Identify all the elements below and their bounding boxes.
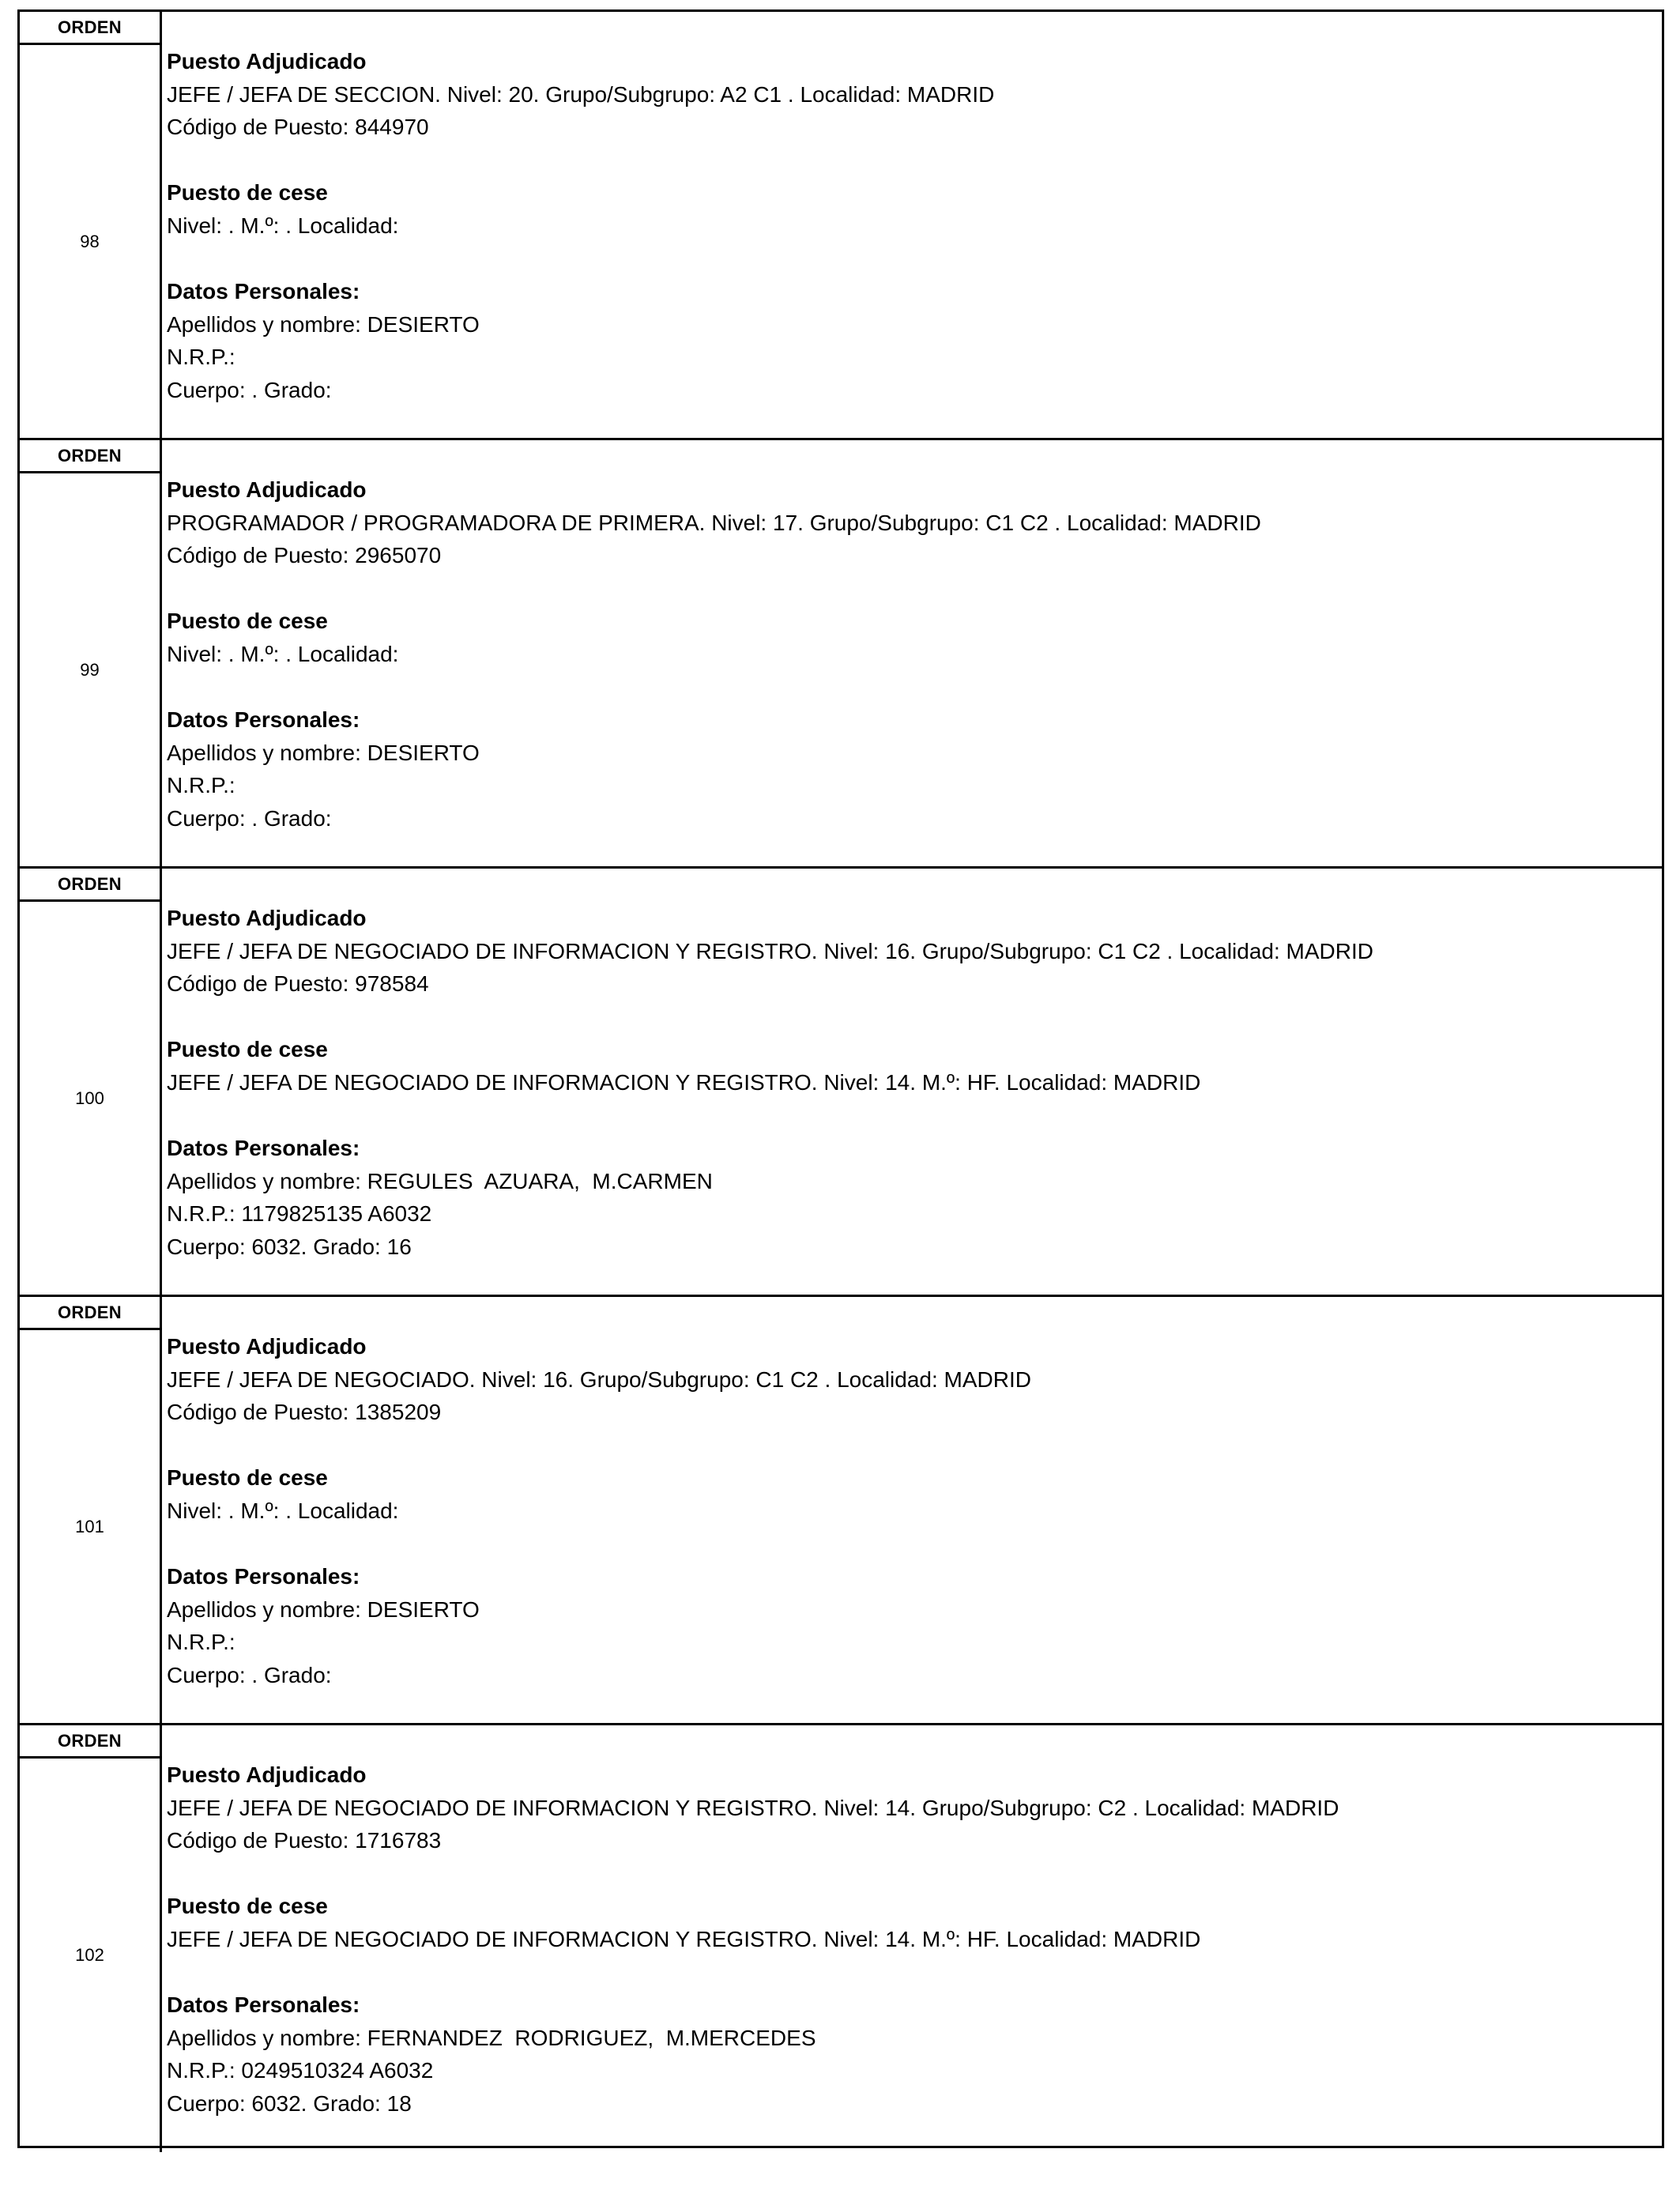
orden-number: 99: [80, 659, 100, 680]
record-content: [167, 1330, 1654, 1692]
puesto-adjudicado-heading: Puesto Adjudicado: [167, 49, 367, 74]
orden-header: ORDEN: [20, 1725, 160, 1759]
puesto-cese-heading: Puesto de cese: [167, 1894, 328, 1919]
puesto-adjudicado-heading: Puesto Adjudicado: [167, 1762, 367, 1787]
record-content: [167, 902, 1654, 1264]
orden-column: [20, 440, 162, 866]
record-100: [20, 869, 1662, 1297]
codigo-puesto: Código de Puesto: 978584: [167, 971, 429, 997]
codigo-puesto: Código de Puesto: 1385209: [167, 1400, 442, 1425]
record-102: [20, 1725, 1662, 2152]
puesto-cese-line: Nivel: . M.º: . Localidad:: [167, 641, 399, 666]
record-content: [167, 473, 1654, 835]
orden-column: [20, 1725, 162, 2152]
nrp: N.R.P.:: [167, 345, 235, 370]
orden-header: ORDEN: [20, 12, 160, 45]
codigo-puesto: Código de Puesto: 844970: [167, 115, 429, 140]
puesto-adjudicado-heading: Puesto Adjudicado: [167, 906, 367, 930]
nrp: N.R.P.: 0249510324 A6032: [167, 2058, 434, 2083]
record-99: [20, 440, 1662, 869]
record-101: [20, 1297, 1662, 1725]
record-content: [167, 1759, 1654, 2120]
puesto-cese-heading: Puesto de cese: [167, 1465, 328, 1491]
orden-number: 98: [80, 231, 100, 251]
puesto-adjudicado-line: JEFE / JEFA DE SECCION. Nivel: 20. Grupo/Subgrupo: A2 C1 . Localidad: MADRID: [167, 81, 995, 107]
record-content: [167, 45, 1654, 407]
orden-column: [20, 12, 162, 438]
datos-personales-heading: Datos Personales:: [167, 279, 360, 304]
puesto-cese-heading: Puesto de cese: [167, 180, 328, 205]
codigo-puesto: Código de Puesto: 2965070: [167, 543, 442, 568]
puesto-adjudicado-heading: Puesto Adjudicado: [167, 1334, 367, 1359]
apellidos-nombre: Apellidos y nombre: REGULES AZUARA, M.CARMEN: [167, 1168, 713, 1193]
orden-number: 101: [75, 1516, 104, 1536]
record-98: [20, 12, 1662, 440]
puesto-cese-heading: Puesto de cese: [167, 609, 328, 634]
cuerpo-grado: Cuerpo: . Grado:: [167, 1662, 332, 1687]
cuerpo-grado: Cuerpo: . Grado:: [167, 377, 332, 402]
apellidos-nombre: Apellidos y nombre: DESIERTO: [167, 740, 480, 765]
puesto-cese-line: Nivel: . M.º: . Localidad:: [167, 213, 399, 238]
datos-personales-heading: Datos Personales:: [167, 1136, 360, 1161]
cuerpo-grado: Cuerpo: 6032. Grado: 18: [167, 2090, 412, 2116]
datos-personales-heading: Datos Personales:: [167, 707, 360, 733]
puesto-cese-line: Nivel: . M.º: . Localidad:: [167, 1498, 399, 1523]
orden-header: ORDEN: [20, 1297, 160, 1330]
puesto-adjudicado-line: JEFE / JEFA DE NEGOCIADO DE INFORMACION Y REGISTRO. Nivel: 16. Grupo/Subgrupo: C1 C2 . Localidad: MADRID: [167, 938, 1373, 963]
orden-number: 100: [75, 1088, 104, 1108]
apellidos-nombre: Apellidos y nombre: DESIERTO: [167, 1596, 480, 1622]
nrp: N.R.P.: 1179825135 A6032: [167, 1201, 432, 1227]
puesto-adjudicado-line: JEFE / JEFA DE NEGOCIADO. Nivel: 16. Grupo/Subgrupo: C1 C2 . Localidad: MADRID: [167, 1367, 1031, 1392]
puesto-adjudicado-line: PROGRAMADOR / PROGRAMADORA DE PRIMERA. Nivel: 17. Grupo/Subgrupo: C1 C2 . Localidad: MADRID: [167, 510, 1261, 535]
datos-personales-heading: Datos Personales:: [167, 1992, 360, 2018]
puesto-cese-line: JEFE / JEFA DE NEGOCIADO DE INFORMACION Y REGISTRO. Nivel: 14. M.º: HF. Localidad: MADRID: [167, 1069, 1201, 1095]
puesto-cese-line: JEFE / JEFA DE NEGOCIADO DE INFORMACION Y REGISTRO. Nivel: 14. M.º: HF. Localidad: MADRID: [167, 1926, 1201, 1951]
orden-column: [20, 869, 162, 1295]
cuerpo-grado: Cuerpo: 6032. Grado: 16: [167, 1234, 412, 1259]
apellidos-nombre: Apellidos y nombre: DESIERTO: [167, 311, 480, 337]
puesto-cese-heading: Puesto de cese: [167, 1037, 328, 1062]
apellidos-nombre: Apellidos y nombre: FERNANDEZ RODRIGUEZ, M.MERCEDES: [167, 2025, 816, 2050]
orden-header: ORDEN: [20, 440, 160, 473]
document-page: [17, 9, 1664, 2148]
nrp: N.R.P.:: [167, 1630, 235, 1655]
puesto-adjudicado-line: JEFE / JEFA DE NEGOCIADO DE INFORMACION Y REGISTRO. Nivel: 14. Grupo/Subgrupo: C2 . Localidad: MADRID: [167, 1795, 1339, 1820]
datos-personales-heading: Datos Personales:: [167, 1564, 360, 1589]
orden-column: [20, 1297, 162, 1723]
orden-number: 102: [75, 1945, 104, 1965]
nrp: N.R.P.:: [167, 773, 235, 798]
orden-header: ORDEN: [20, 869, 160, 902]
puesto-adjudicado-heading: Puesto Adjudicado: [167, 477, 367, 502]
cuerpo-grado: Cuerpo: . Grado:: [167, 805, 332, 831]
codigo-puesto: Código de Puesto: 1716783: [167, 1828, 442, 1853]
